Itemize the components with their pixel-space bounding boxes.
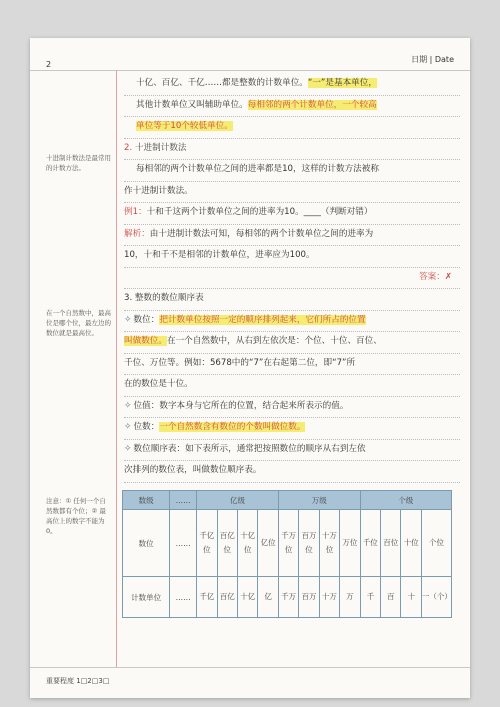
margin-rule (116, 70, 117, 668)
table-cell: 千 (360, 577, 380, 618)
star-icon: ✧ (124, 422, 132, 432)
table-cell: 亿级 (197, 491, 279, 510)
digit-definition-4: 在的数位是十位。 (124, 375, 460, 397)
table-cell: 十亿 (237, 577, 257, 618)
line-4: 每相邻的两个计数单位之间的进率都是10，这样的计数方法被称 (124, 160, 460, 182)
digit-count-definition: ✧ 位数：一个自然数含有数位的个数叫做位数。 (124, 418, 460, 440)
table-header-row (123, 491, 452, 510)
table-cell: 个位 (421, 510, 451, 577)
table-cell: 亿 (258, 577, 278, 618)
table-cell: 百亿位 (217, 510, 237, 577)
table-row (123, 510, 452, 577)
table-cell: 亿位 (258, 510, 278, 577)
table-cell: 十 (401, 577, 421, 618)
digit-definition-3: 千位、万位等。例如：5678中的“7”在右起第二位，即“7”所 (124, 354, 460, 376)
star-icon: ✧ (124, 400, 132, 411)
table-cell: 十万 (319, 577, 339, 618)
table-cell: 万位 (340, 510, 360, 577)
table-cell: 千亿 (197, 577, 217, 618)
table-intro: ✧ 数位顺序表：如下表所示，通常把按照数位的顺序从右到左依 (124, 440, 460, 462)
bottom-rule (30, 667, 470, 668)
solution-line: 解析：由十进制计数法可知，每相邻的两个计数单位之间的进率为 (124, 225, 460, 247)
line-2: 其他计数单位又叫辅助单位。每相邻的两个计数单位，一个较高 (124, 96, 460, 118)
table-cell: …… (170, 491, 197, 510)
table-cell: 万 (340, 577, 360, 618)
table-cell: …… (170, 510, 197, 577)
table-cell: 千万位 (278, 510, 298, 577)
notebook-page (30, 38, 470, 698)
table-cell: 万级 (278, 491, 360, 510)
table-intro-2: 次排列的数位表，叫做数位顺序表。 (124, 461, 460, 483)
table-cell: 数级 (123, 491, 170, 510)
page-number: 2 (46, 60, 52, 69)
table-cell: 计数单位 (123, 577, 170, 618)
digit-definition-2: 叫做数位。在一个自然数中，从右到左依次是：个位、十位、百位、 (124, 332, 460, 354)
table-cell: 百位 (381, 510, 401, 577)
table-cell: 数位 (123, 510, 170, 577)
solution-line-2: 10，十和千不是相邻的计数单位，进率应为100。 (124, 246, 460, 268)
table-cell: 十万位 (319, 510, 339, 577)
answer-line: 答案：✗ (124, 268, 460, 290)
line-1: 十亿、百亿、千亿……都是整数的计数单位。“一”是基本单位， (124, 74, 460, 96)
table-cell: 个级 (360, 491, 451, 510)
line-5: 作十进制计数法。 (124, 182, 460, 204)
line-3: 单位等于10个较低单位。 (124, 117, 460, 139)
date-label: 日期 | Date (411, 55, 454, 64)
table-cell: 一（个） (421, 577, 451, 618)
table-cell: 百 (381, 577, 401, 618)
note-content (124, 74, 460, 483)
place-value-definition: ✧ 位值：数字本身与它所在的位置，结合起来所表示的值。 (124, 397, 460, 419)
importance-footer: 重要程度 1□2□3□ (46, 677, 110, 685)
table-cell: 千位 (360, 510, 380, 577)
digit-definition: ✧ 数位：把计数单位按照一定的顺序排列起来，它们所占的位置 (124, 311, 460, 333)
table-cell: 百亿 (217, 577, 237, 618)
star-icon: ✧ (124, 314, 132, 325)
table-cell: 千亿位 (197, 510, 217, 577)
table-row (123, 577, 452, 618)
heading-decimal: 2. 十进制计数法 (124, 139, 460, 161)
sidenote-highest-digit: 在一个自然数中，最高位是哪个位，最左边的数位就是最高位。 (46, 309, 111, 337)
table-cell: 百万位 (299, 510, 319, 577)
table-cell: …… (170, 577, 197, 618)
table-cell: 十亿位 (237, 510, 257, 577)
table-cell: 百万 (299, 577, 319, 618)
heading-place-value: 3. 整数的数位顺序表 (124, 289, 460, 311)
table-cell: 千万 (278, 577, 298, 618)
sidenote-note: 注意：① 任何一个自然数都有个位；② 最高位上的数字不能为0。 (46, 497, 106, 535)
star-icon: ✧ (124, 443, 132, 454)
example-line: 例1：十和千这两个计数单位之间的进率为10。____（判断对错） (124, 203, 460, 225)
table-cell: 十位 (401, 510, 421, 577)
place-value-table (122, 490, 452, 618)
sidenote-decimal: 十进制计数法是最常用的计数方法。 (46, 154, 111, 172)
top-rule (30, 70, 470, 71)
